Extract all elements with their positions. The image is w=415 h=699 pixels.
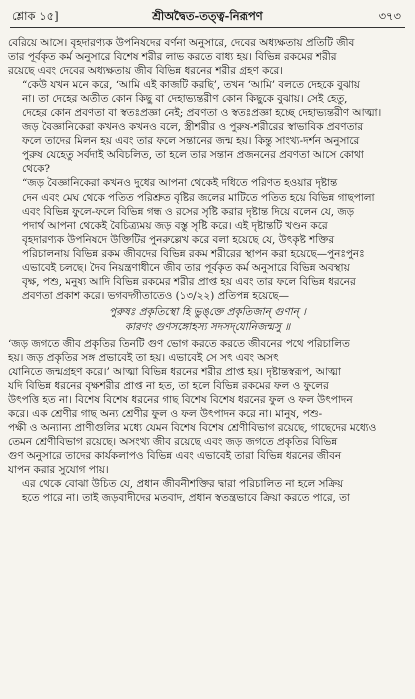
verse-line: কারণং গুণসঙ্গোহস্য সদসদ্‌যোনিজন্মসু ॥ [124,320,291,333]
page-body [8,36,407,505]
text-line: থেকে? [22,163,50,176]
text-line: ফলে তাদের মিলন হয় এবং তার ফলে সন্তানের জন্ম হয়। কিন্তু সাংখ্য-দর্শন অনুসারে [22,135,360,148]
text-line: রয়েছে এবং দেবের অধ্যক্ষতায় জীব বিভিন্ন ধরনের শরীর গ্রহণ করে। [8,65,283,78]
text-line: পদার্থ আপনা থেকেই বৈচিত্র্যময় জড় বস্তু সৃষ্টি করে। এই দৃষ্টান্তটি খণ্ডন করে [22,219,328,232]
book-page [8,0,407,699]
text-line: উৎপত্তি হত না। বিশেষ বিশেষ ধরনের গাছ বিশেষ বিশেষ ধরনের ফুল ও ফল উৎপাদন [8,394,353,407]
text-line: “জড় বৈজ্ঞানিকেরা কখনও দুধের আপনা থেকেই দধিতে পরিণত হওয়ার দৃষ্টান্ত [22,177,338,190]
text-line: তার পূর্বকৃত কর্ম অনুসারে বিশেষ শরীর লাভ করতে বাধ্য হয়। বিভিন্ন রকমের শরীর [8,51,337,64]
text-line: এবং বিভিন্ন ফুলে-ফলে বিভিন্ন গন্ধ ও রসের সৃষ্টি করার দৃষ্টান্ত দিয়ে বলেন যে, জড় [22,205,355,218]
text-line: তেমন শ্রেণীবিভাগ রয়েছে। অসংখ্য জীব রয়েছে এবং জড় জগতে প্রকৃতির বিভিন্ন [8,436,338,449]
text-line: বৃক্ষ, পশু, মনুষ্য আদি বিভিন্ন রকমের শরীর প্রাপ্ত হয় এবং তার ফলে বিভিন্ন ধরনের [22,275,356,288]
text-line: ‘জড় জগতে জীব প্রকৃতির তিনটি গুণ ভোগ করতে করতে জীবনের পথে পরিচালিত [8,337,350,350]
text-line: দেহের কোন প্রবণতা বা স্বতঃপ্রজ্ঞা নেই; প্রবণতা ও স্বতঃপ্রজ্ঞা হচ্ছে দেহাভ্যন্তরীণ আত্মা। [22,107,382,120]
paragraph [8,78,407,176]
paragraph [8,477,407,505]
text-line: হতে পারে না। তাই জড়বাদীদের মতবাদ, প্রধান স্বতন্ত্রভাবে ক্রিয়া করতে পারে, তা [22,492,350,505]
text-line: যোনিতে জন্মগ্রহণ করে।’ আত্মা বিভিন্ন ধরনের শরীর প্রাপ্ত হয়। দৃষ্টান্তস্বরূপ, আত্মা [8,365,341,378]
text-line: বেরিয়ে আসে। বৃহদারণ্যক উপনিষদের বর্ণনা অনুসারে, দেবের অধ্যক্ষতায় প্রতিটি জীব [8,37,355,49]
text-line: বৃহদারণ্যক উপনিষদে উক্তিটির পুনরুল্লেখ করে বলা হয়েছে যে, উৎকৃষ্ট শক্তির [22,233,335,246]
paragraph [8,36,407,78]
page-header [8,6,407,32]
page-number: ৩৭৩ [378,9,401,23]
sanskrit-verse [8,305,407,335]
text-line: করে। এক শ্রেণীর গাছ অন্য শ্রেণীর ফুল ও ফল উৎপাদন করে না। মানুষ, পশু- [8,408,323,421]
text-line: হয়। জড় প্রকৃতির সঙ্গ প্রভাবেই তা হয়। এভাবেই সে সৎ এবং অসৎ [8,351,279,364]
text-line: এর থেকে বোঝা উচিত যে, প্রধান জীবনীশক্তির দ্বারা পরিচালিত না হলে সক্রিয় [22,478,344,491]
text-line: পক্ষী ও অন্যান্য প্রাণীগুলির মধ্যে যেমন বিশেষ বিশেষ শ্রেণীবিভাগ রয়েছে, গাছেদের মধ্যেও [8,422,377,435]
text-line: এভাবেই চলছে। দৈব নিয়ন্ত্রণাধীনে জীব তার পূর্বকৃত কর্ম অনুসারে বিভিন্ন অবস্থায় [22,261,350,274]
text-line: দেন এবং মেঘ থেকে পতিত পরিশ্রুত বৃষ্টির জলের মাটিতে পতিত হয়ে বিভিন্ন গাছপালা [22,191,375,204]
text-line: যাপন করার সুযোগ পায়। [8,464,109,477]
verse-reference: শ্লোক ১৫] [12,9,59,23]
text-line: “কেউ যখন মনে করে, ‘আমি এই কাজটি করছি’, তখন ‘আমি’ বলতে দেহকে বুঝায় [22,79,360,92]
paragraph [8,337,407,477]
text-line: পরিচালনায় বিভিন্ন রকম জীবদের বিভিন্ন রকম শরীরের স্থাপন করা হয়েছে—পুনঃপুনঃ [22,247,365,260]
chapter-title: শ্রীঅদ্বৈত-তত্ত্ব-নিরূপণ [152,9,263,23]
paragraph [8,176,407,302]
verse-line: পুরুষঃ প্রকৃতিস্থো হি ভুঙ্‌ক্তে প্রকৃতিজান্ গুণান্ । [109,305,306,318]
text-line: প্রবণতা প্রকাশ করে। ভগবদ্গীতাতেও (১৩/২২) প্রতিপন্ন হয়েছে— [22,289,289,302]
header-rule [10,27,405,28]
text-line: যদি বিভিন্ন ধরনের বৃক্ষশরীর প্রাপ্ত না হত, তা হলে বিভিন্ন রকমের ফল ও ফুলের [8,380,329,393]
text-line: না। তা দেহের অতীত কোন কিছু বা দেহাভ্যন্তরীণ কোন কিছুকে বুঝায়। সেই হেতু, [22,93,348,106]
text-line: গুণ অনুসারে তাদের কার্যকলাপও বিভিন্ন এবং এভাবেই তারা বিভিন্ন ধরনের জীবন [8,450,342,463]
text-line: জড় বৈজ্ঞানিকেরা কখনও কখনও বলে, স্ত্রীশরীর ও পুরুষ-শরীরের স্বাভাবিক প্রবণতার [22,121,364,134]
text-line: পুরুষ যেহেতু সর্বদাই অবিচলিত, তা হলে তার সন্তান প্রজননের প্রবণতা আসে কোথা [22,149,364,162]
